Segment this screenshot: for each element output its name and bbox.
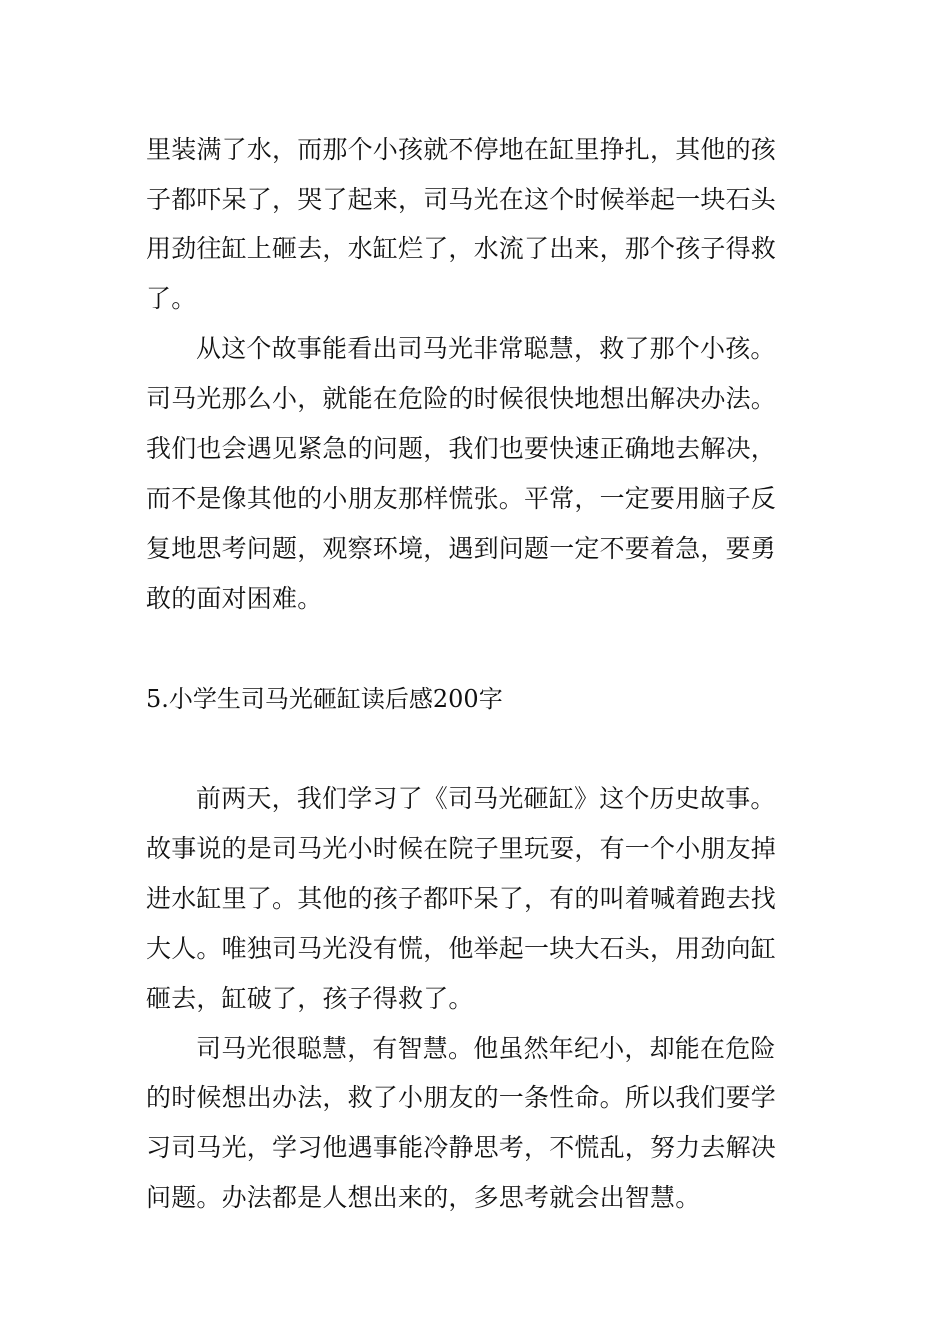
text-line: 我们也会遇见紧急的问题，我们也要快速正确地去解决，	[146, 434, 777, 463]
text-line: 子都吓呆了，哭了起来，司马光在这个时候举起一块石头	[146, 185, 777, 214]
text-line: 前两天，我们学习了《司马光砸缸》这个历史故事。	[196, 784, 776, 813]
text-line: 习司马光，学习他遇事能冷静思考，不慌乱，努力去解决	[146, 1133, 777, 1162]
text-line: 的时候想出办法，救了小朋友的一条性命。所以我们要学	[146, 1083, 777, 1112]
text-line: 用劲往缸上砸去，水缸烂了，水流了出来，那个孩子得救	[146, 234, 777, 263]
text-line: 了。	[146, 284, 197, 313]
text-line: 进水缸里了。其他的孩子都吓呆了，有的叫着喊着跑去找	[146, 884, 777, 913]
text-line: 砸去，缸破了，孩子得救了。	[146, 984, 474, 1013]
text-line: 敢的面对困难。	[146, 584, 323, 613]
section-heading: 5.小学生司马光砸缸读后感200字	[146, 685, 503, 713]
text-line: 从这个故事能看出司马光非常聪慧，救了那个小孩。	[196, 334, 776, 363]
text-line: 故事说的是司马光小时候在院子里玩耍，有一个小朋友掉	[146, 834, 777, 863]
text-line: 司马光很聪慧，有智慧。他虽然年纪小，却能在危险	[196, 1034, 776, 1063]
text-line: 复地思考问题，观察环境，遇到问题一定不要着急，要勇	[146, 534, 777, 563]
text-line: 而不是像其他的小朋友那样慌张。平常，一定要用脑子反	[146, 484, 777, 513]
text-line: 大人。唯独司马光没有慌，他举起一块大石头，用劲向缸	[146, 934, 777, 963]
text-line: 司马光那么小，就能在危险的时候很快地想出解决办法。	[146, 384, 777, 413]
text-line: 里装满了水，而那个小孩就不停地在缸里挣扎，其他的孩	[146, 135, 777, 164]
text-line: 问题。办法都是人想出来的，多思考就会出智慧。	[146, 1183, 701, 1212]
